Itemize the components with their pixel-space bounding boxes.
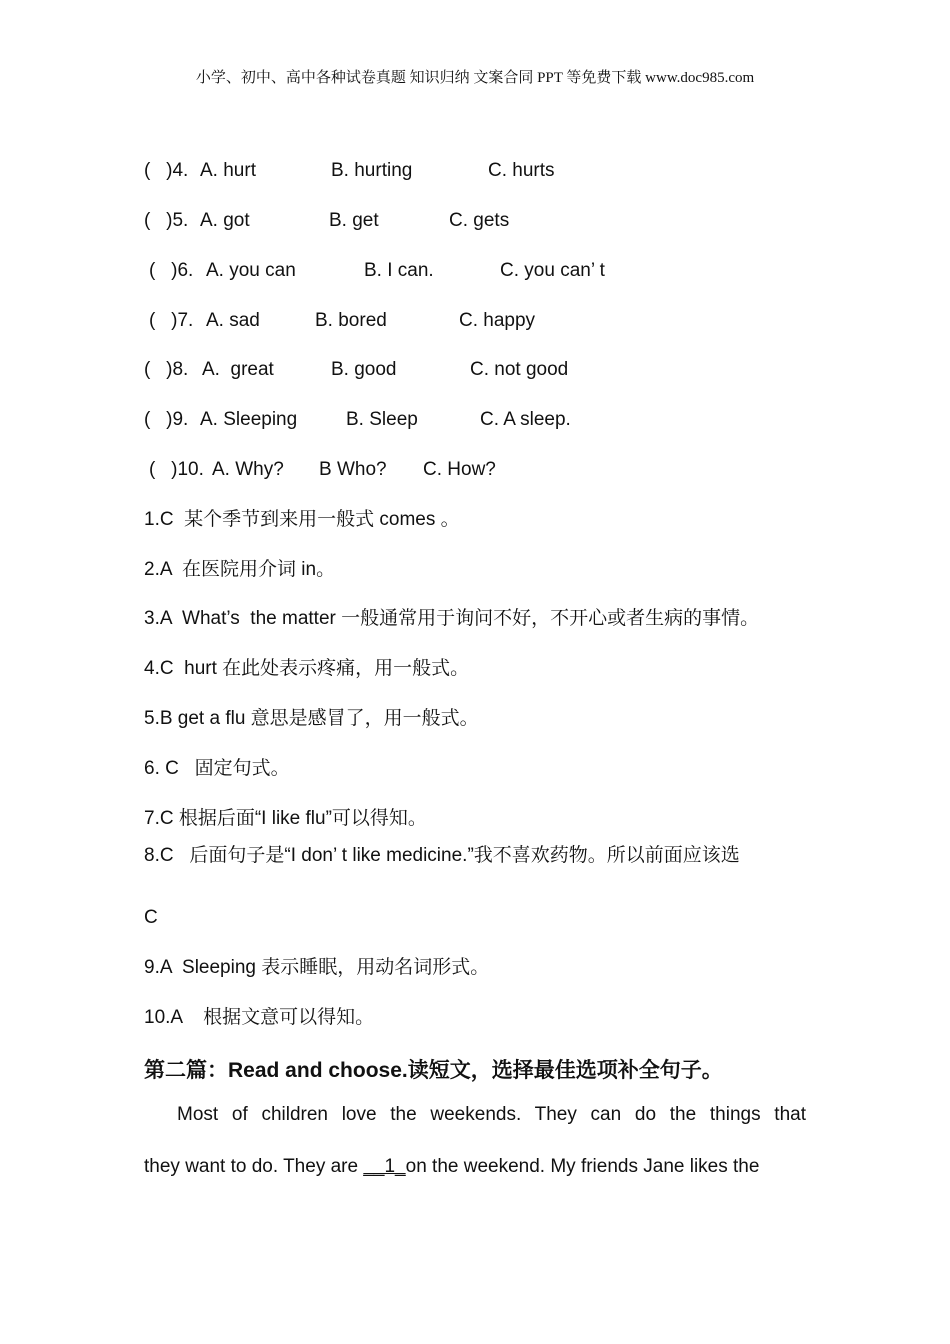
answer-6: 6. C 固定句式。 xyxy=(144,758,290,779)
answer-8-continued: C xyxy=(144,907,158,928)
passage-text: Most of children love the weekends. They can do the things that xyxy=(177,1104,806,1125)
option-b: B. get xyxy=(329,210,379,231)
question-number: ( )9. xyxy=(144,409,189,430)
answer-blank-1: __1_ xyxy=(363,1156,406,1177)
answer-8: 8.C 后面句子是“I don’ t like medicine.”我不喜欢药物。所以前面应该选 xyxy=(144,845,740,866)
option-b: B. I can. xyxy=(364,260,434,281)
section-title: 第二篇：Read and choose.读短文，选择最佳选项补全句子。 xyxy=(144,1059,723,1082)
answer-7: 7.C 根据后面“I like flu”可以得知。 xyxy=(144,808,427,829)
passage-line-2 xyxy=(144,1155,759,1179)
question-number: ( )5. xyxy=(144,210,189,231)
question-number: ( )7. xyxy=(149,310,194,331)
option-c: C. happy xyxy=(459,310,536,331)
answer-3: 3.A What’s the matter 一般通常用于询问不好，不开心或者生病的事情。 xyxy=(144,608,760,629)
option-c: C. you can’ t xyxy=(500,260,605,281)
option-b: B. Sleep xyxy=(346,409,418,430)
question-number: ( )8. xyxy=(144,359,189,380)
option-c: C. not good xyxy=(470,359,569,380)
answer-4: 4.C hurt 在此处表示疼痛，用一般式。 xyxy=(144,658,470,679)
option-c: C. How? xyxy=(423,459,496,480)
question-number: ( )6. xyxy=(149,260,194,281)
answer-10: 10.A 根据文意可以得知。 xyxy=(144,1007,375,1028)
option-a: A. hurt xyxy=(200,160,256,181)
option-a: A. great xyxy=(202,359,274,380)
option-a: A. got xyxy=(200,210,250,231)
passage-line-1 xyxy=(144,1104,806,1126)
question-number: ( )10. xyxy=(149,459,204,480)
passage-text: on the weekend. My friends Jane likes the xyxy=(405,1156,760,1177)
option-c: C. A sleep. xyxy=(480,409,571,430)
option-b: B Who? xyxy=(319,459,387,480)
option-b: B. hurting xyxy=(331,160,413,181)
answer-9: 9.A Sleeping 表示睡眠，用动名词形式。 xyxy=(144,957,490,978)
answer-5: 5.B get a flu 意思是感冒了，用一般式。 xyxy=(144,708,479,729)
answer-2: 2.A 在医院用介词 in。 xyxy=(144,559,336,580)
option-c: C. hurts xyxy=(488,160,555,181)
page-header: 小学、初中、高中各种试卷真题 知识归纳 文案合同 PPT 等免费下载 www.doc985.com xyxy=(195,70,755,86)
answer-1: 1.C 某个季节到来用一般式 comes 。 xyxy=(144,509,460,530)
option-a: A. you can xyxy=(206,260,296,281)
option-c: C. gets xyxy=(449,210,510,231)
question-number: ( )4. xyxy=(144,160,189,181)
passage-text: they want to do. They are xyxy=(144,1156,364,1177)
option-a: A. Why? xyxy=(212,459,284,480)
option-a: A. Sleeping xyxy=(200,409,298,430)
option-b: B. bored xyxy=(315,310,387,331)
option-a: A. sad xyxy=(206,310,260,331)
option-b: B. good xyxy=(331,359,397,380)
